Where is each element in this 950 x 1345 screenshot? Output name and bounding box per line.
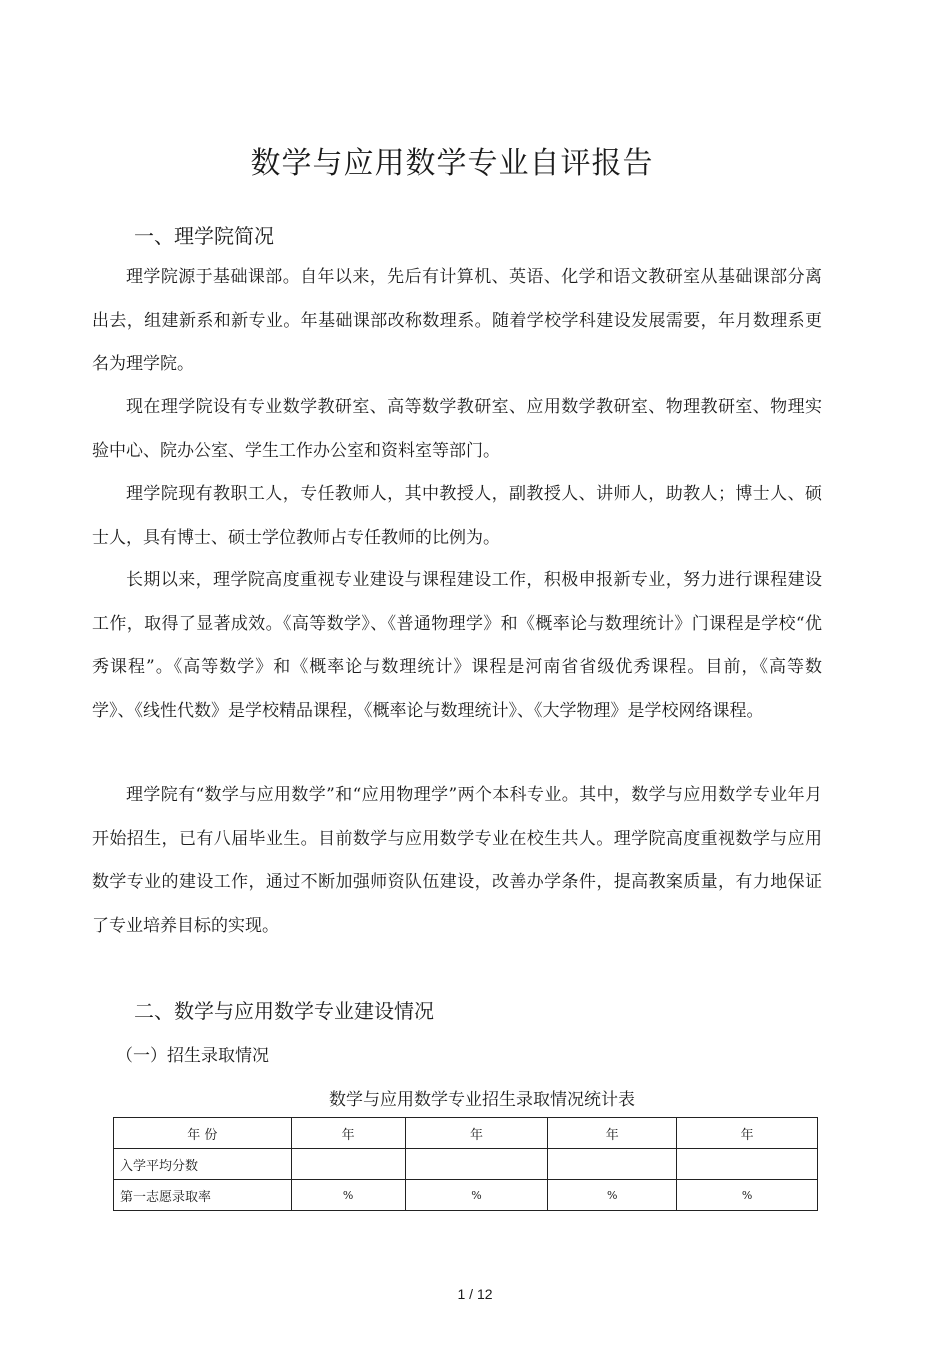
paragraph: 长期以来，理学院高度重视专业建设与课程建设工作，积极申报新专业，努力进行课程建设工作，取得了显著成效。《高等数学》、《普通物理学》和《概率论与数理统计》门课程是学校“优秀课程”。《高等数学》和《概率论与数理统计》课程是河南省省级优秀课程。目前，《高等数学》、《线性代数》是学校精品课程，《概率论与数理统计》、《大学物理》是学校网络课程。 (92, 570, 822, 721)
table-header-cell: 年 (405, 1118, 548, 1149)
table-cell: % (405, 1180, 548, 1211)
section-1-heading: 一、理学院简况 (134, 224, 274, 248)
table-cell (548, 1149, 677, 1180)
table-cell (291, 1149, 405, 1180)
paragraph: 现在理学院设有专业数学教研室、高等数学教研室、应用数学教研室、物理教研室、物理实验中心、院办公室、学生工作办公室和资料室等部门。 (92, 397, 822, 461)
table-header-cell: 年 份 (114, 1118, 292, 1149)
enrollment-table (113, 1117, 818, 1211)
table-row (114, 1180, 818, 1211)
table-cell: % (291, 1180, 405, 1211)
paragraph: 理学院有“数学与应用数学”和“应用物理学”两个本科专业。其中，数学与应用数学专业年月开始招生，已有八届毕业生。目前数学与应用数学专业在校生共人。理学院高度重视数学与应用数学专业的建设工作，通过不断加强师资队伍建设，改善办学条件，提高教案质量，有力地保证了专业培养目标的实现。 (92, 785, 822, 936)
table-header-cell: 年 (291, 1118, 405, 1149)
table-row (114, 1149, 818, 1180)
table-header-row (114, 1118, 818, 1149)
table-caption: 数学与应用数学专业招生录取情况统计表 (329, 1090, 635, 1110)
paragraph: 理学院现有教职工人，专任教师人，其中教授人，副教授人、讲师人，助教人；博士人、硕士人，具有博士、硕士学位教师占专任教师的比例为。 (92, 484, 822, 548)
table-cell (677, 1149, 818, 1180)
subsection-heading: （一）招生录取情况 (116, 1046, 269, 1066)
row-label: 入学平均分数 (114, 1149, 292, 1180)
section-2-heading: 二、数学与应用数学专业建设情况 (134, 999, 434, 1023)
paragraph: 理学院源于基础课部。自年以来，先后有计算机、英语、化学和语文教研室从基础课部分离出去，组建新系和新专业。年基础课部改称数理系。随着学校学科建设发展需要，年月数理系更名为理学院。 (92, 267, 822, 374)
row-label: 第一志愿录取率 (114, 1180, 292, 1211)
table-header-cell: 年 (677, 1118, 818, 1149)
table-header-cell: 年 (548, 1118, 677, 1149)
document-title: 数学与应用数学专业自评报告 (250, 146, 654, 181)
table-cell: % (548, 1180, 677, 1211)
table-cell (405, 1149, 548, 1180)
page-number: 1 / 12 (457, 1286, 493, 1302)
table-cell: % (677, 1180, 818, 1211)
